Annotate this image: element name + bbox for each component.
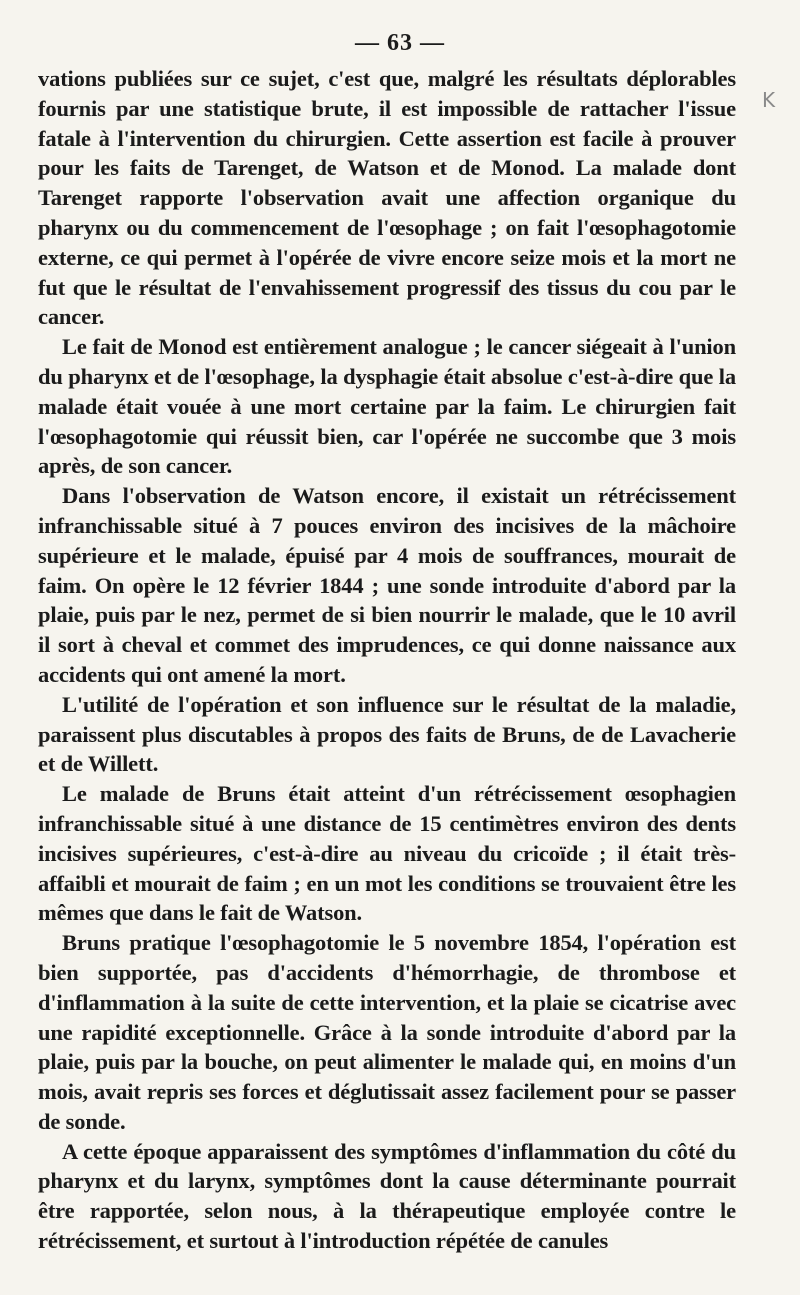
page-number: — 63 —: [355, 30, 445, 56]
body-text: [38, 64, 736, 1256]
paragraph-symptoms: A cette époque apparaissent des symptômes d'inflammation du côté du pharynx et du larynx, symptômes dont la cause déterminante pourrait être rapportée, selon nous, à la thérapeutique employée contre le rétrécissement, et surtout à l'introduction répétée de canules: [38, 1138, 736, 1254]
paragraph-watson: Dans l'observation de Watson encore, il existait un rétrécissement infranchissable situé à 7 pouces environ des incisives de la mâchoire supérieure et le malade, épuisé par 4 mois de souffrances, mourait de faim. On opère le 12 février 1844 ; une sonde introduite d'abord par la plaie, puis par le nez, permet de si bien nourrir le malade, que le 10 avril il sort à cheval et commet des imprudences, ce qui donne naissance aux accidents qui ont amené la mort.: [38, 483, 736, 687]
paragraph-monod: Le fait de Monod est entièrement analogue ; le cancer siégeait à l'union du pharynx et de l'œsophage, la dysphagie était absolue c'est-à-dire que la malade était vouée à une mort certaine par la faim. Le chirurgien fait l'œsophagotomie qui réussit bien, car l'opérée ne succombe que 3 mois après, de son cancer.: [38, 334, 736, 479]
paragraph-bruns-operation: Bruns pratique l'œsophagotomie le 5 novembre 1854, l'opération est bien supportée, pas d'accidents d'hémorrhagie, de thrombose et d'inflammation à la suite de cette intervention, et la plaie se cicatrise avec une rapidité exceptionnelle. Grâce à la sonde introduite d'abord par la plaie, puis par la bouche, on peut alimenter le malade qui, en moins d'un mois, avait repris ses forces et déglutissait assez facilement pour se passer de sonde.: [38, 930, 736, 1134]
paragraph-utility: L'utilité de l'opération et son influence sur le résultat de la maladie, paraissent plus discutables à propos des faits de Bruns, de de Lavacherie et de Willett.: [38, 691, 736, 777]
paragraph-continuation: vations publiées sur ce sujet, c'est que, malgré les résultats déplorables fournis par une statistique brute, il est impossible de rattacher l'issue fatale à l'intervention du chirurgien. Cette assertion est facile à prouver pour les faits de Tarenget, de Watson et de Monod. La malade dont Tarenget rapporte l'observation avait une affection organique du pharynx ou du commencement de l'œsophage ; on fait l'œsophagotomie externe, ce qui permet à l'opérée de vivre encore seize mois et la mort ne fut que le résultat de l'envahissement progressif des tissus du cou par le cancer.: [38, 66, 736, 330]
paragraph-bruns-patient: Le malade de Bruns était atteint d'un rétrécissement œsophagien infranchissable situé à une distance de 15 centimètres environ des dents incisives supérieures, c'est-à-dire au niveau du cricoïde ; il était très-affaibli et mourait de faim ; en un mot les conditions se trouvaient être les mêmes que dans le fait de Watson.: [38, 781, 736, 926]
margin-mark: K: [762, 88, 776, 112]
